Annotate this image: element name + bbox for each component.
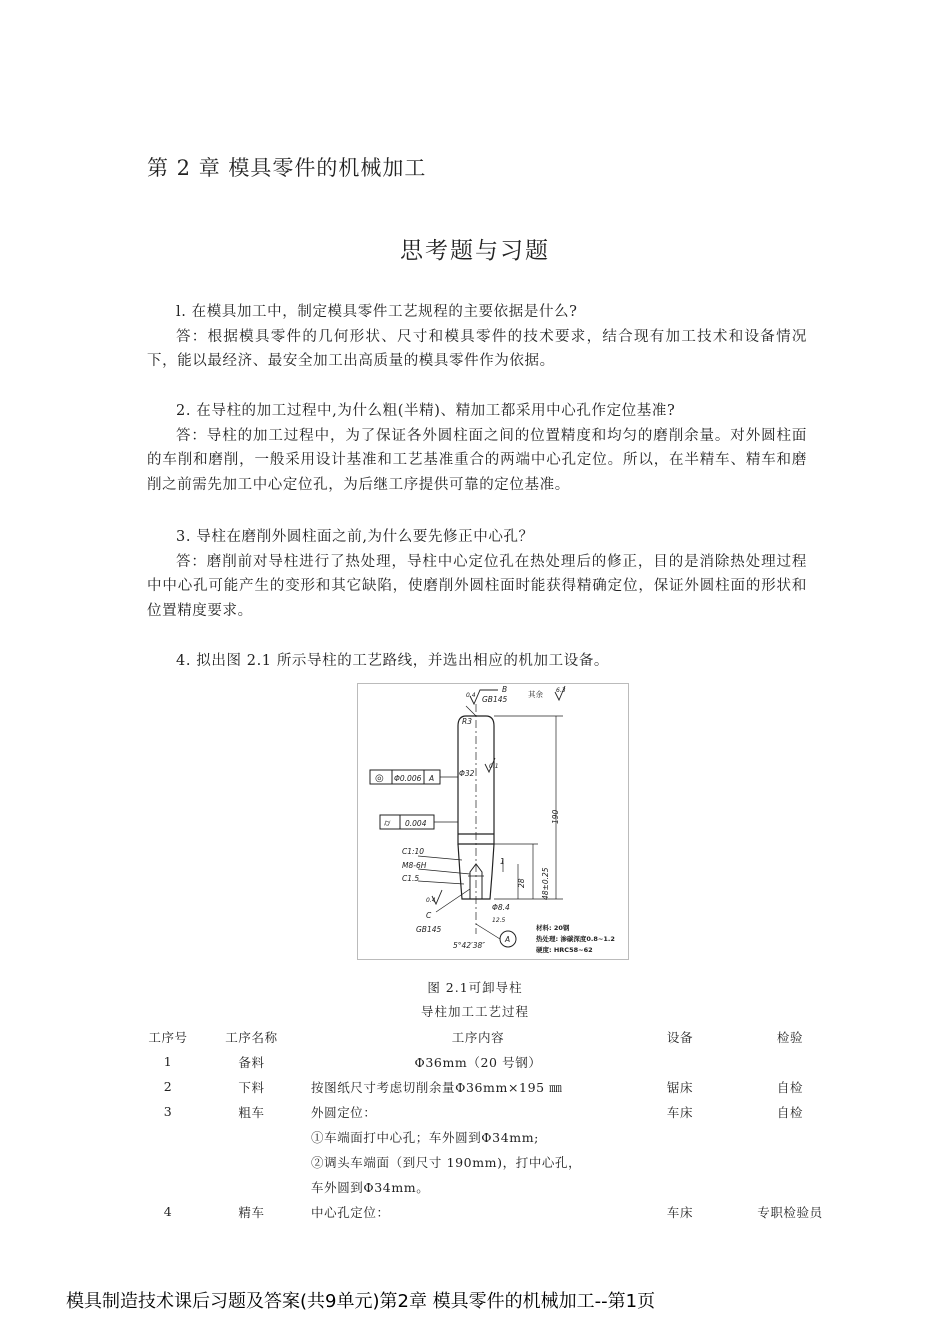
angle: 5°42′38″	[453, 941, 486, 950]
gb-bot: GB145	[416, 925, 442, 934]
cell: 下料	[238, 1079, 265, 1095]
circle-a: A	[505, 935, 511, 944]
dia-main: Φ32	[459, 769, 475, 778]
cell: 粗车	[238, 1104, 265, 1120]
qa-block-3	[147, 525, 807, 623]
cell: 自检	[776, 1079, 804, 1095]
question-2: 2. 在导柱的加工过程中,为什么粗(半精)、精加工都采用中心孔作定位基准?	[176, 403, 676, 419]
answer-3: 答：磨削前对导柱进行了热处理，导柱中心定位孔在热处理后的修正，目的是消除热处理过程中中心孔可能产生的变形和其它缺陷，使磨削外圆柱面时能获得精确定位，保证外圆柱面的形状和位置精度要求。	[147, 553, 807, 619]
header-content: 工序内容	[451, 1029, 505, 1045]
cell: 1	[163, 1054, 173, 1069]
table-header-row	[140, 1024, 865, 1049]
c110: C1:10	[402, 847, 425, 856]
rest-label: 其余	[528, 690, 543, 699]
ra-bot: 0.4	[426, 897, 436, 904]
chapter-heading: 第 2 章 模具零件的机械加工	[147, 156, 427, 180]
cell	[715, 1124, 865, 1149]
datum-a: A	[429, 774, 435, 783]
answer-2: 答：导柱的加工过程中，为了保证各外圆柱面之间的位置精度和均匀的磨削余量。对外圆柱面的车削和磨削，一般采用设计基准和工艺基准重合的两端中心孔定位。所以，在半精车、精车和磨削之前需先加工中心定位孔，为后继工序提供可靠的定位基准。	[147, 427, 807, 493]
question-1: l. 在模具加工中，制定模具零件工艺规程的主要依据是什么?	[176, 304, 578, 320]
table-row	[140, 1099, 865, 1124]
spec-hardness: 硬度: HRC58~62	[536, 946, 593, 954]
cell	[645, 1049, 715, 1074]
ra-side: 0.1	[489, 763, 499, 770]
page-footer: 模具制造技术课后习题及答案(共9单元)第2章 模具零件的机械加工--第1页	[66, 1291, 656, 1312]
len-190: 190	[551, 809, 560, 824]
table-row	[140, 1199, 865, 1224]
table-row	[140, 1049, 865, 1074]
cell: 精车	[238, 1204, 265, 1220]
cell: 车外圆到Φ34mm。	[311, 1179, 430, 1195]
cell: 中心孔定位：	[311, 1204, 390, 1220]
m8: M8-6H	[402, 861, 427, 870]
cell: ②调头车端面（到尺寸 190mm)，打中心孔，	[311, 1154, 582, 1170]
coaxial-icon: ◎	[375, 773, 384, 784]
cell: 车床	[666, 1204, 694, 1220]
spec-heat: 热处理: 渗碳深度0.8~1.2	[536, 935, 615, 943]
label-b: B	[502, 685, 508, 694]
question-4: 4. 拟出图 2.1 所示导柱的工艺路线，并选出相应的机加工设备。	[176, 653, 610, 669]
table-row	[140, 1149, 865, 1174]
dim-1: 1	[500, 857, 505, 866]
qa-block-2	[147, 399, 807, 497]
label-c: C	[426, 911, 432, 920]
question-4-block	[147, 649, 807, 674]
cell: 自检	[776, 1104, 804, 1120]
cell	[645, 1174, 715, 1199]
figure-caption: 图 2.1可卸导柱	[427, 980, 523, 995]
cylindricity-icon: ⌭	[384, 819, 391, 829]
cell: Φ36mm（20 号钢）	[414, 1054, 542, 1070]
cell	[196, 1149, 307, 1174]
cell	[140, 1149, 196, 1174]
header-step-name: 工序名称	[225, 1029, 278, 1045]
gb-top: GB145	[482, 695, 508, 704]
guide-pillar-drawing	[357, 683, 629, 960]
dia-84: Φ8.4	[492, 903, 510, 912]
process-table	[140, 1024, 865, 1224]
cell: 备料	[238, 1054, 265, 1070]
question-3: 3. 导柱在磨削外圆柱面之前,为什么要先修正中心孔？	[176, 529, 534, 545]
header-equipment: 设备	[666, 1029, 694, 1045]
cell: 2	[163, 1079, 173, 1094]
table-caption: 导柱加工工艺过程	[420, 1004, 529, 1019]
cell	[715, 1174, 865, 1199]
c15: C1.5	[402, 874, 420, 883]
answer-1: 答：根据模具零件的几何形状、尺寸和模具零件的技术要求，结合现有加工技术和设备情况下，能以最经济、最安全加工出高质量的模具零件作为依据。	[147, 328, 807, 369]
cell	[196, 1174, 307, 1199]
cell: ①车端面打中心孔；车外圆到Φ34mm;	[311, 1129, 539, 1145]
cyl-tol: 0.004	[405, 819, 427, 828]
ra-top: 0.4	[466, 692, 476, 699]
cell	[140, 1174, 196, 1199]
qa-block-1	[147, 300, 807, 374]
section-title: 思考题与习题	[400, 238, 550, 264]
cell: 4	[163, 1204, 173, 1219]
table-row	[140, 1174, 865, 1199]
cell: 车床	[666, 1104, 694, 1120]
coaxial-tol: Φ0.006	[394, 774, 422, 783]
dim-28: 28	[517, 878, 526, 888]
cell: 锯床	[666, 1079, 694, 1095]
table-row	[140, 1074, 865, 1099]
cell	[645, 1149, 715, 1174]
cell	[715, 1149, 865, 1174]
header-inspection: 检验	[776, 1029, 804, 1045]
cell	[645, 1124, 715, 1149]
cell: 3	[163, 1104, 173, 1119]
drawing-svg	[358, 684, 628, 959]
cell	[196, 1124, 307, 1149]
ra-bot2: 12.5	[492, 917, 506, 924]
spec-material: 材料: 20钢	[536, 924, 570, 932]
rest-ra: 6.3	[556, 687, 566, 694]
cell: 专职检验员	[757, 1204, 823, 1220]
table-row	[140, 1124, 865, 1149]
cell	[140, 1124, 196, 1149]
dim-48: 48±0.25	[541, 867, 550, 900]
r-label: R3	[462, 717, 472, 726]
cell: 外圆定位：	[311, 1104, 377, 1120]
header-step-no: 工序号	[148, 1029, 188, 1045]
cell	[715, 1049, 865, 1074]
cell: 按图纸尺寸考虑切削余量Φ36mm×195 ㎜	[311, 1079, 563, 1095]
